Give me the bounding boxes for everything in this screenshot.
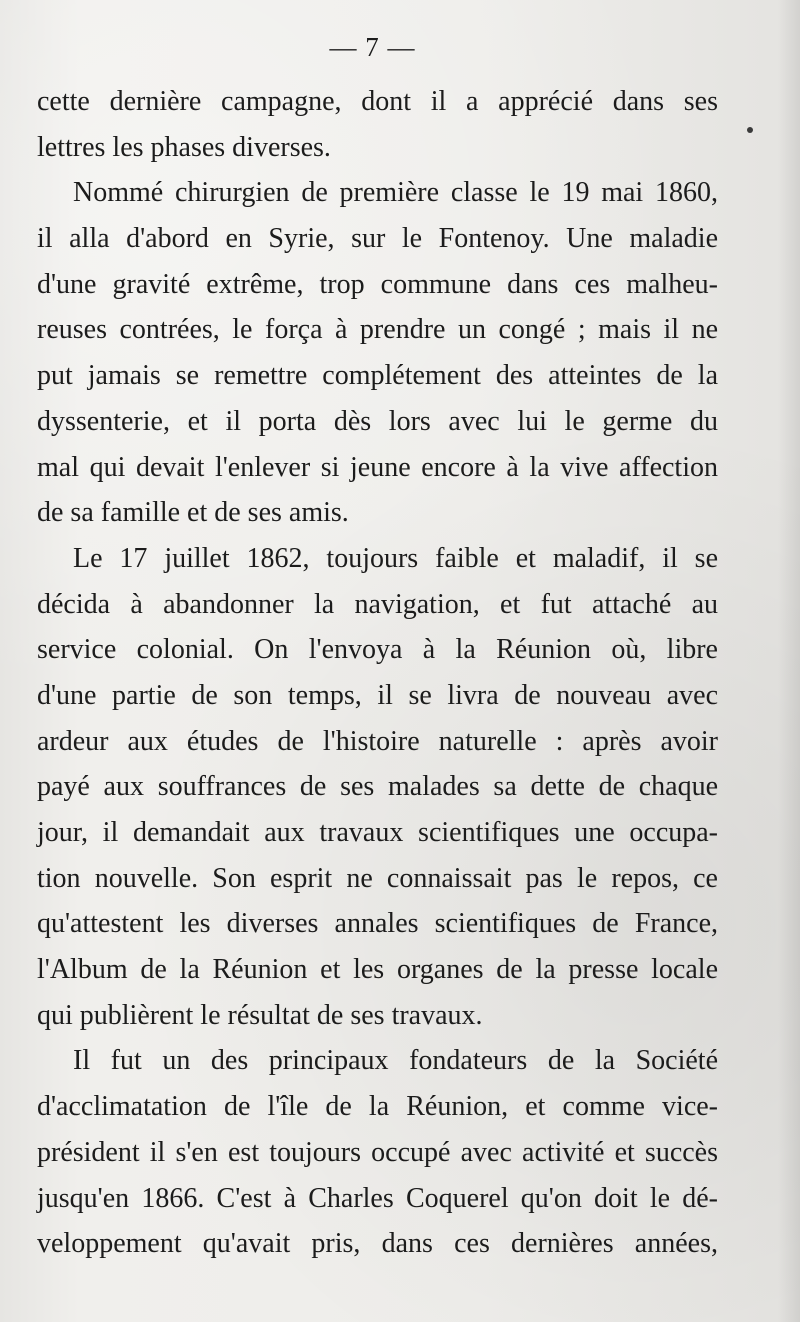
page-number: — 7 — (329, 32, 416, 62)
text-line: Nommé chirurgien de première classe le 19 mai 1860, (73, 177, 718, 209)
text-line: ardeur aux études de l'histoire naturelle : après avoir (37, 725, 718, 757)
text-line: président il s'en est toujours occupé avec activité et succès (37, 1136, 718, 1168)
ink-speck (747, 127, 753, 133)
text-line: payé aux souffrances de ses malades sa dette de chaque (37, 771, 718, 803)
page-edge-shadow (778, 0, 800, 1322)
text-line: put jamais se remettre complétement des atteintes de la (37, 360, 718, 392)
text-line: d'acclimatation de l'île de la Réunion, et comme vice- (37, 1091, 718, 1123)
text-line: d'une partie de son temps, il se livra de nouveau avec (37, 679, 718, 711)
text-line: mal qui devait l'enlever si jeune encore à la vive affection (37, 451, 718, 483)
text-line: qu'attestent les diverses annales scientifiques de France, (37, 908, 718, 940)
text-line: dyssenterie, et il porta dès lors avec lui le germe du (37, 405, 718, 437)
text-line: de sa famille et de ses amis. (37, 497, 349, 529)
text-line: qui publièrent le résultat de ses travaux. (37, 999, 483, 1031)
text-line: tion nouvelle. Son esprit ne connaissait pas le repos, ce (37, 862, 718, 894)
text-line: reuses contrées, le força à prendre un congé ; mais il ne (37, 314, 718, 346)
text-line: l'Album de la Réunion et les organes de la presse locale (37, 954, 718, 986)
text-line: il alla d'abord en Syrie, sur le Fontenoy. Une maladie (37, 223, 718, 255)
text-line: décida à abandonner la navigation, et fut attaché au (37, 588, 718, 620)
text-line: jour, il demandait aux travaux scientifiques une occupa- (37, 817, 718, 848)
body-text (37, 79, 718, 1267)
text-line: d'une gravité extrême, trop commune dans ces malheu- (37, 268, 718, 300)
text-line: Il fut un des principaux fondateurs de la Société (73, 1045, 718, 1077)
text-line: lettres les phases diverses. (37, 131, 331, 163)
text-line: Le 17 juillet 1862, toujours faible et maladif, il se (73, 542, 718, 574)
text-line: cette dernière campagne, dont il a apprécié dans ses (37, 86, 718, 117)
text-line: service colonial. On l'envoya à la Réunion où, libre (37, 634, 718, 666)
text-line: jusqu'en 1866. C'est à Charles Coquerel qu'on doit le dé- (37, 1182, 718, 1214)
text-line: veloppement qu'avait pris, dans ces dernières années, (37, 1228, 718, 1260)
